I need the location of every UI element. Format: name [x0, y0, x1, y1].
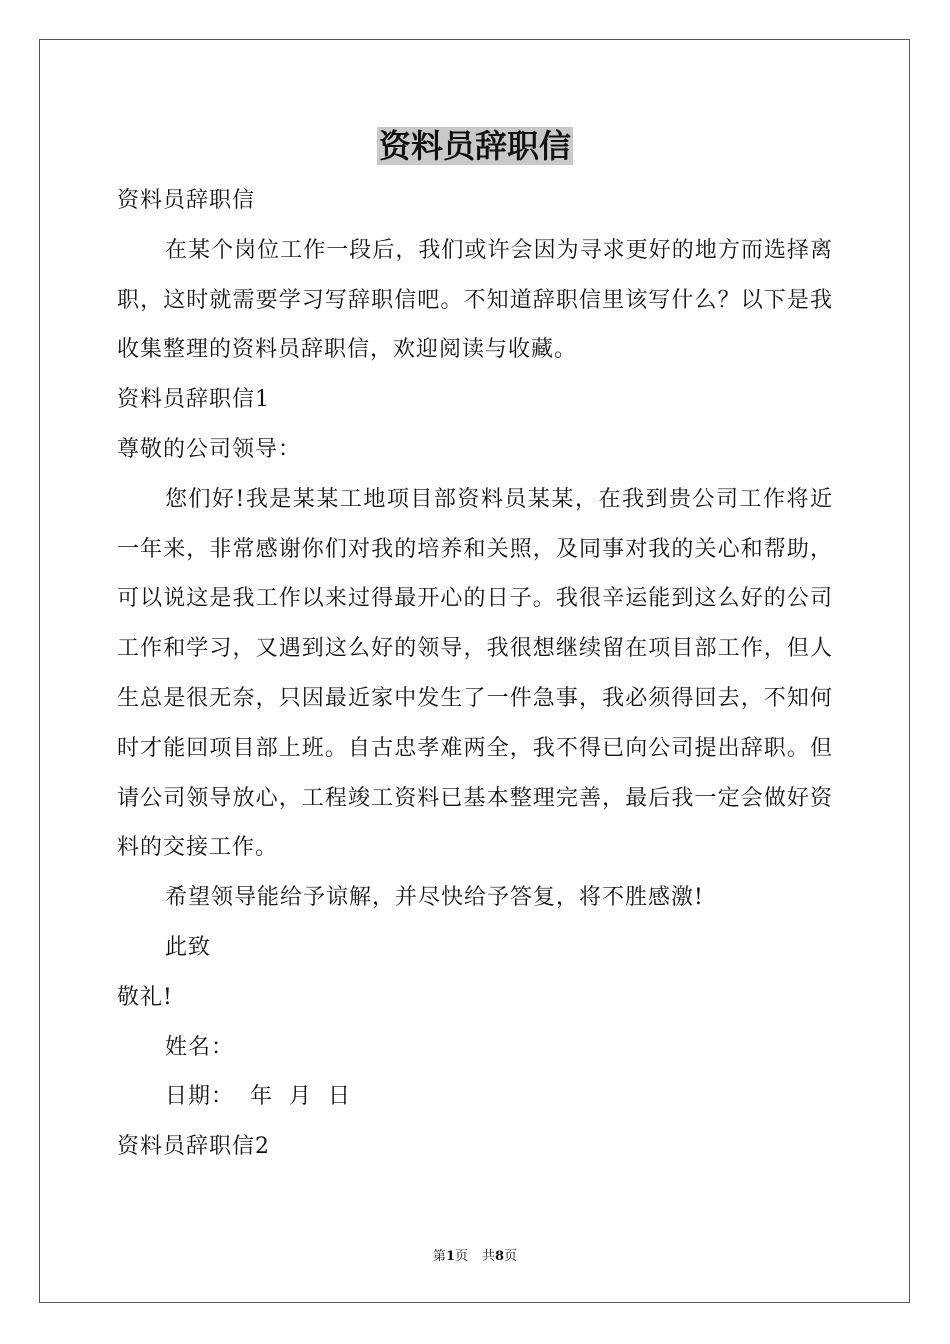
- paragraph-request: 希望领导能给予谅解，并尽快给予答复，将不胜感激!: [165, 885, 704, 911]
- footer-page-prefix: 第: [432, 1249, 446, 1264]
- footer-page-label: 页: [454, 1249, 468, 1264]
- paragraph-heading: 资料员辞职信: [117, 188, 256, 213]
- document-title: [0, 124, 950, 168]
- footer-total-prefix: 共: [482, 1249, 496, 1264]
- paragraph-name-line: 姓名：: [165, 1034, 235, 1060]
- document-title-text: 资料员辞职信: [378, 127, 571, 165]
- footer-page-total: 8: [495, 1249, 505, 1264]
- paragraph-closing: 此致: [165, 934, 212, 960]
- document-body: [117, 176, 833, 1172]
- paragraph-regards: 敬礼!: [117, 984, 173, 1010]
- paragraph-section-heading: 资料员辞职信1: [117, 387, 270, 413]
- footer-page-current: 1: [445, 1249, 455, 1264]
- paragraph-section-heading-2: 资料员辞职信2: [117, 1134, 270, 1160]
- paragraph-salutation: 尊敬的公司领导：: [117, 436, 302, 462]
- paragraph-date-line: 日期： 年 月 日: [165, 1084, 351, 1110]
- paragraph-letter-body: 您们好!我是某某工地项目部资料员某某，在我到贵公司工作将近一年来，非常感谢你们对我的培养和关照，及同事对我的关心和帮助，可以说这是我工作以来过得最开心的日子。我很辛运能到这么好的公司工作和学习，又遇到这么好的领导，我很想继续留在项目部工作，但人生总是很无奈，只因最近家中发生了一件急事，我必须得回去，不知何时才能回项目部上班。自古忠孝难两全，我不得已向公司提出辞职。但请公司领导放心，工程竣工资料已基本整理完善，最后我一定会做好资料的交接工作。: [117, 486, 833, 861]
- page-footer: [0, 1248, 950, 1266]
- footer-total-label: 页: [504, 1249, 518, 1264]
- paragraph-intro: 在某个岗位工作一段后，我们或许会因为寻求更好的地方而选择离职，这时就需要学习写辞职信吧。不知道辞职信里该写什么？以下是我收集整理的资料员辞职信，欢迎阅读与收藏。: [117, 237, 833, 363]
